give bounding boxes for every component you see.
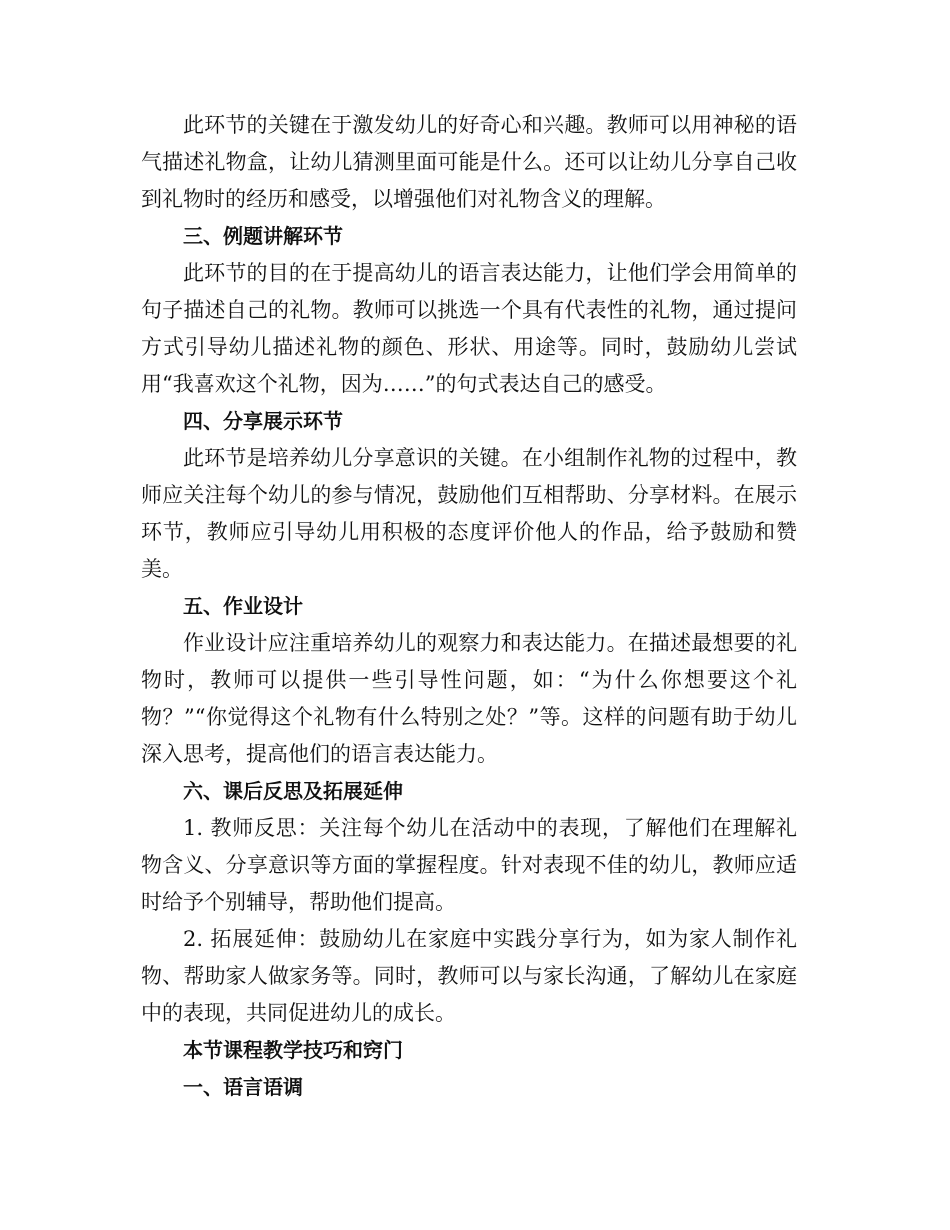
paragraph-extension: 2. 拓展延伸：鼓励幼儿在家庭中实践分享行为，如为家人制作礼物、帮助家人做家务等。同时，教师可以与家长沟通，了解幼儿在家庭中的表现，共同促进幼儿的成长。 <box>141 927 797 1025</box>
paragraph-homework-design: 作业设计应注重培养幼儿的观察力和表达能力。在描述最想要的礼物时，教师可以提供一些引导性问题，如：“为什么你想要这个礼物？”“你觉得这个礼物有什么特别之处？”等。这样的问题有助于幼儿深入思考，提高他们的语言表达能力。 <box>141 631 797 766</box>
section-heading-language-tone: 一、语言语调 <box>183 1075 303 1099</box>
section-heading-sharing-display: 四、分享展示环节 <box>183 409 343 433</box>
section-heading-homework-design: 五、作业设计 <box>183 594 303 618</box>
paragraph-sharing-display: 此环节是培养幼儿分享意识的关键。在小组制作礼物的过程中，教师应关注每个幼儿的参与情况，鼓励他们互相帮助、分享材料。在展示环节，教师应引导幼儿用积极的态度评价他人的作品，给予鼓励和赞美。 <box>141 446 797 581</box>
paragraph-example-explanation: 此环节的目的在于提高幼儿的语言表达能力，让他们学会用简单的句子描述自己的礼物。教师可以挑选一个具有代表性的礼物，通过提问方式引导幼儿描述礼物的颜色、形状、用途等。同时，鼓励幼儿尝试用“我喜欢这个礼物，因为……”的句式表达自己的感受。 <box>141 261 797 396</box>
section-heading-example-explanation: 三、例题讲解环节 <box>183 224 343 248</box>
section-heading-teaching-tips: 本节课程教学技巧和窍门 <box>183 1038 403 1062</box>
document-body <box>141 107 797 1106</box>
paragraph-gift-box-intro: 此环节的关键在于激发幼儿的好奇心和兴趣。教师可以用神秘的语气描述礼物盒，让幼儿猜测里面可能是什么。还可以让幼儿分享自己收到礼物时的经历和感受，以增强他们对礼物含义的理解。 <box>141 113 797 211</box>
paragraph-teacher-reflection: 1. 教师反思：关注每个幼儿在活动中的表现，了解他们在理解礼物含义、分享意识等方面的掌握程度。针对表现不佳的幼儿，教师应适时给予个别辅导，帮助他们提高。 <box>141 816 797 914</box>
section-heading-reflection-extension: 六、课后反思及拓展延伸 <box>183 779 403 803</box>
